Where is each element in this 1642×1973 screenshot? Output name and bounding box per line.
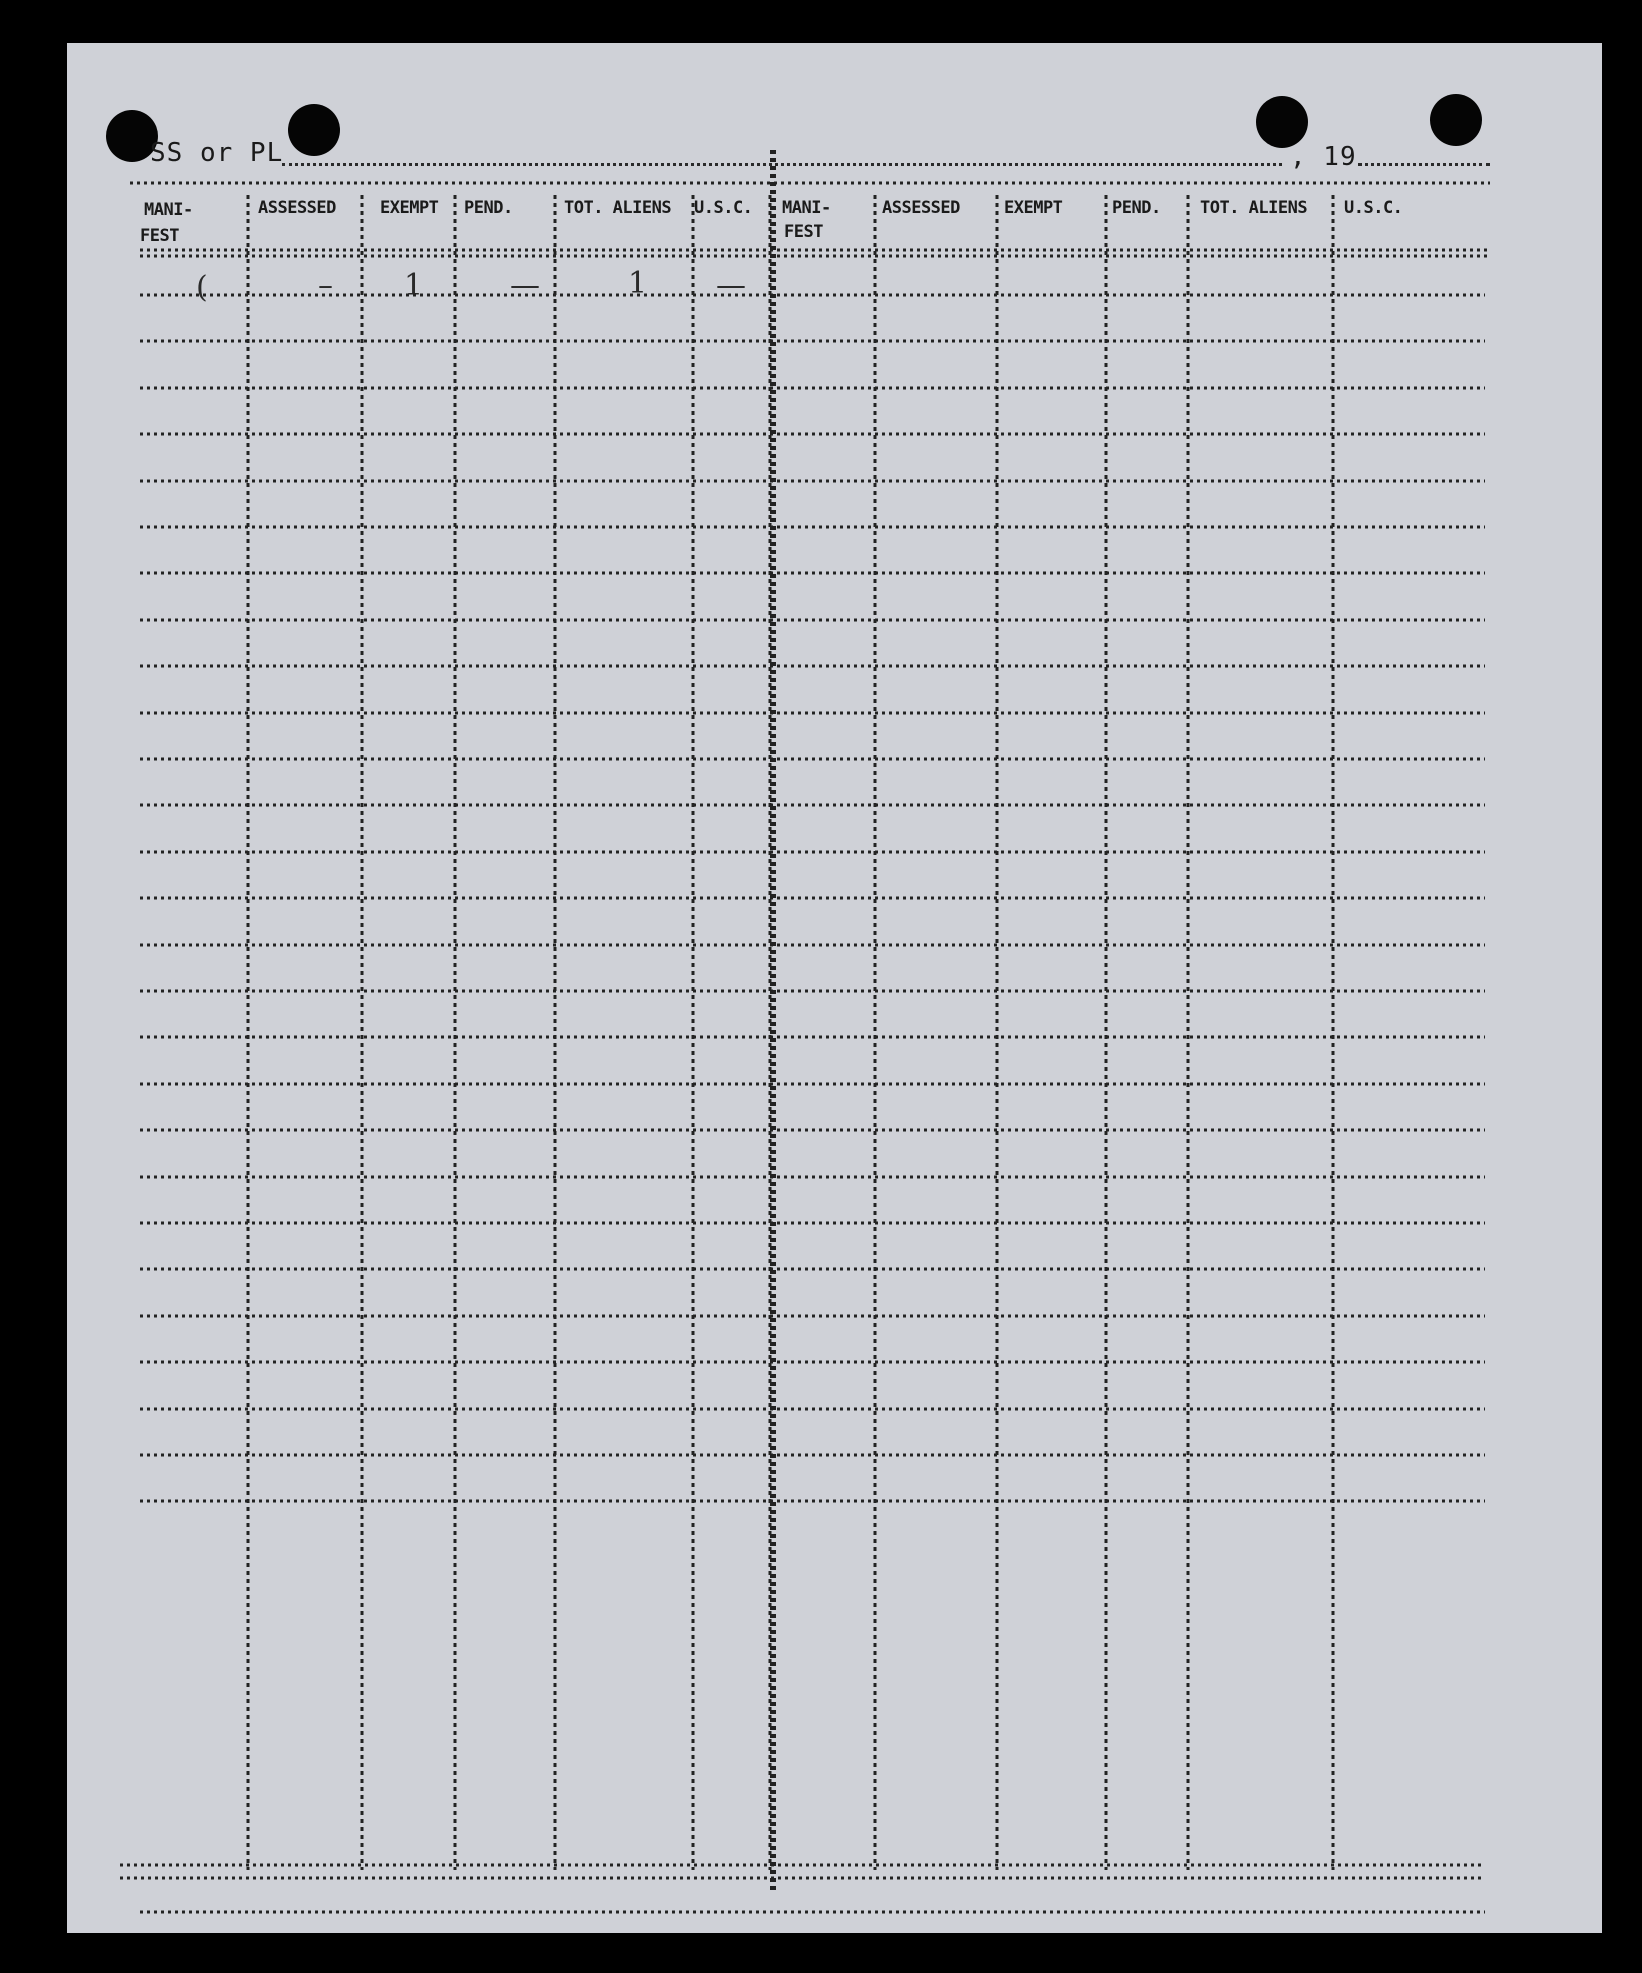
col-header-manifest-2: FEST <box>140 226 179 246</box>
entry-exempt: 1 <box>404 268 424 303</box>
col-header-exempt: EXEMPT <box>380 198 439 218</box>
entry-tot-aliens: 1 <box>628 266 648 301</box>
entry-pend: — <box>510 268 540 303</box>
col-header-pend-right: PEND. <box>1112 198 1161 218</box>
year-label: , 19 <box>1290 142 1357 172</box>
vessel-label: SS or PL <box>150 138 284 168</box>
col-header-assessed-right: ASSESSED <box>882 198 960 218</box>
entry-manifest: ( <box>196 270 208 305</box>
col-header-exempt-right: EXEMPT <box>1004 198 1063 218</box>
col-header-tot-aliens-right: TOT. ALIENS <box>1200 198 1308 218</box>
col-header-usc-right: U.S.C. <box>1344 198 1403 218</box>
entry-usc: — <box>716 268 746 303</box>
col-header-manifest-right: MANI- <box>782 198 831 218</box>
col-header-usc: U.S.C. <box>694 198 753 218</box>
col-header-pend: PEND. <box>464 198 513 218</box>
col-header-tot-aliens: TOT. ALIENS <box>564 198 672 218</box>
col-header-manifest: MANI- <box>144 200 193 220</box>
col-header-manifest-right-2: FEST <box>784 222 823 242</box>
entry-assessed: – <box>318 268 333 303</box>
col-header-assessed: ASSESSED <box>258 198 336 218</box>
